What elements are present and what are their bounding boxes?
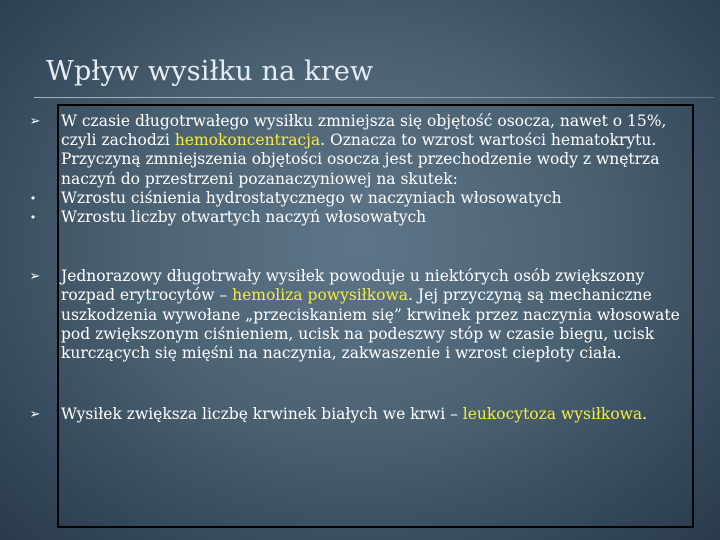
dot-bullet-icon: • [29, 191, 37, 205]
spacer [61, 363, 701, 405]
highlight-leukocytoza-wysilkowa: leukocytoza wysiłkowa [462, 405, 643, 424]
bullet-text-before: W czasie długotrwałego wysiłku zmniejsza się objętość osocza, nawet o 15%, czyli zachodzi [61, 112, 667, 150]
title-divider [34, 97, 714, 98]
highlight-hemokoncentracja: hemokoncentracja [174, 131, 321, 150]
bullet-leukocytosis [29, 405, 701, 424]
bullet-text-before: Jednorazowy długotrwały wysiłek powoduje u niektórych osób zwiększony rozpad erytrocytów – [61, 267, 645, 305]
dot-bullet-icon: • [29, 211, 37, 225]
arrow-bullet-icon: ➢ [29, 407, 41, 423]
arrow-bullet-icon: ➢ [29, 269, 41, 285]
slide-title: Wpływ wysiłku na krew [46, 56, 374, 87]
sub-bullet-text: Wzrostu liczby otwartych naczyń włosowatych [61, 208, 427, 227]
slide-body [29, 112, 701, 424]
bullet-hemolysis [29, 267, 701, 363]
sub-bullet-open-capillaries [29, 208, 701, 227]
bullet-plasma-volume [29, 112, 701, 189]
bullet-text-after: . Oznacza to wzrost wartości hematokrytu. Przyczyną zmniejszenia objętości osocza jest przechodzenie wody z wnętrza naczyń do przestrzeni pozanaczyniowej na skutek: [61, 131, 660, 188]
highlight-hemoliza-powysilkowa: hemoliza powysiłkowa [232, 286, 408, 305]
sub-bullet-hydrostatic-pressure [29, 188, 701, 208]
spacer [61, 227, 701, 267]
bullet-text-before: Wysiłek zwiększa liczbę krwinek białych we krwi – [61, 405, 463, 424]
sub-bullet-text: Wzrostu ciśnienia hydrostatycznego w naczyniach włosowatych [61, 188, 562, 207]
bullet-text-after: . Jej przyczyną są mechaniczne uszkodzenia wywołane „przeciskaniem się” krwinek przez naczynia włosowate pod zwiększonym ciśnieniem, ucisk na podeszwy stóp w czasie biegu, ucisk kurczących się mięśni na naczynia, zakwaszenie i wzrost ciepłoty ciała. [61, 286, 680, 363]
arrow-bullet-icon: ➢ [29, 114, 41, 129]
bullet-text-after: . [642, 405, 648, 424]
